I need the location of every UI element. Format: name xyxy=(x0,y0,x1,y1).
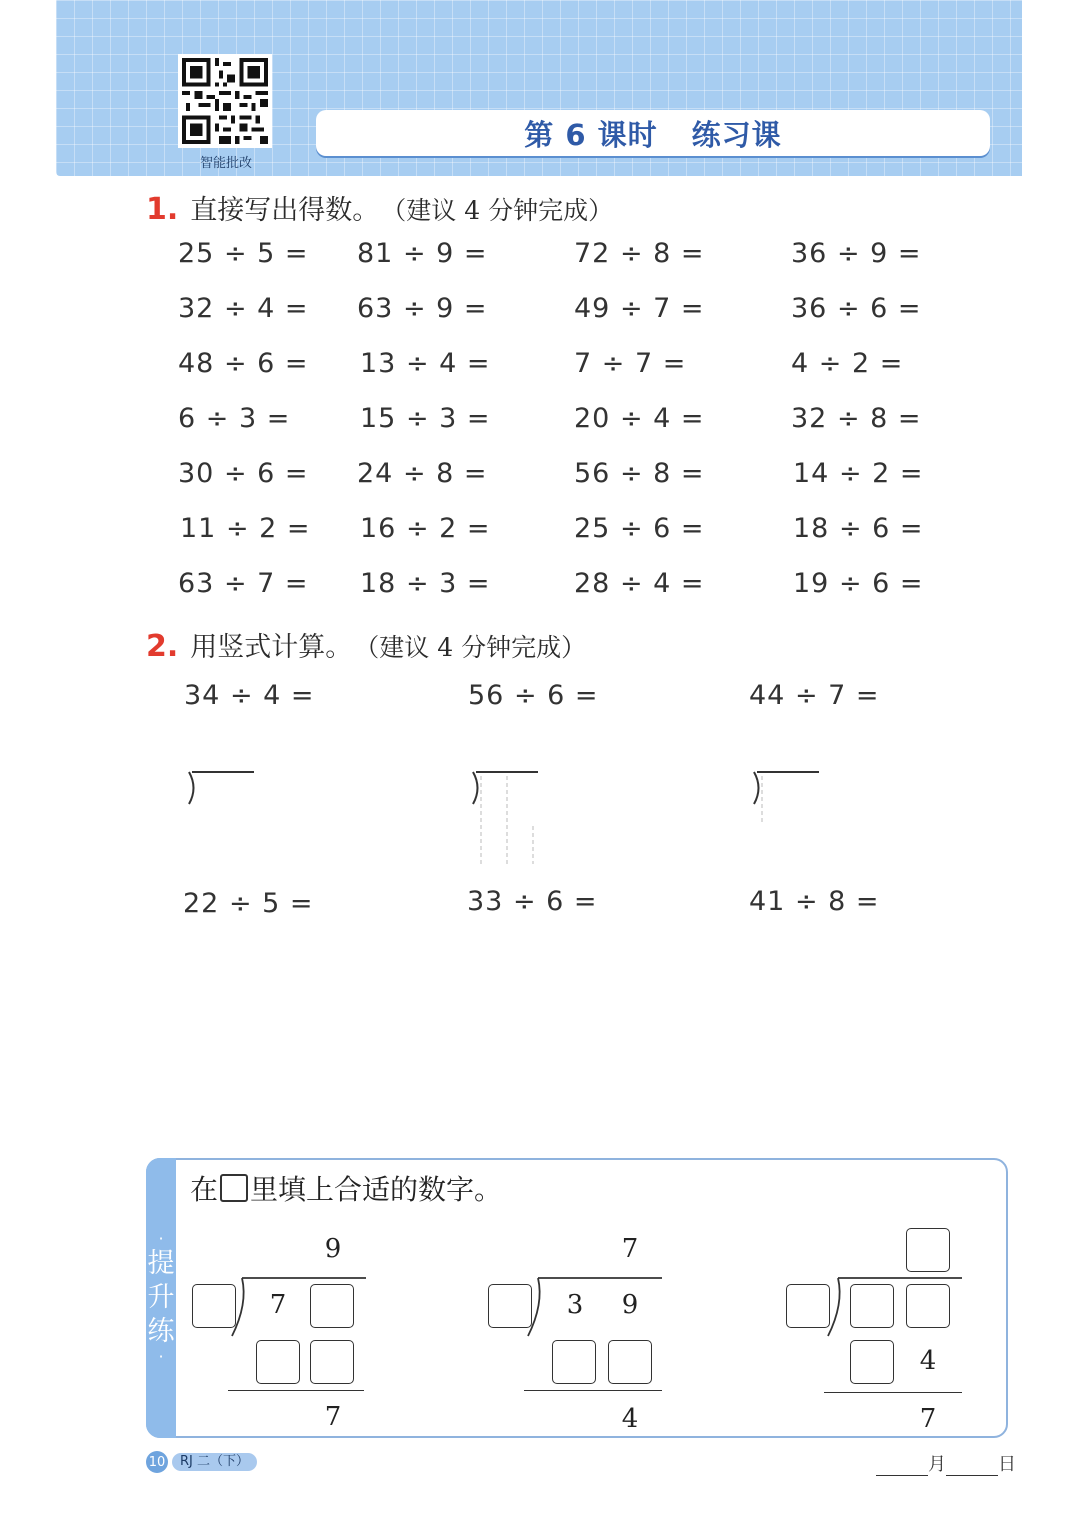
quotient-digit: 9 xyxy=(324,1234,342,1264)
answer-box-product[interactable] xyxy=(552,1340,596,1384)
product-digit: 4 xyxy=(919,1346,937,1376)
oral-problem: 28 ÷ 4 = xyxy=(574,568,705,599)
lesson-title-bar xyxy=(316,110,990,156)
oral-problem: 25 ÷ 6 = xyxy=(574,513,705,544)
tab-char: 练 xyxy=(147,1316,175,1347)
vertical-calc-problem: 34 ÷ 4 = xyxy=(184,680,315,711)
section1-title: 直接写出得数。 xyxy=(190,195,380,226)
section2-title: 用竖式计算。 xyxy=(190,632,353,663)
answer-box-product[interactable] xyxy=(608,1340,652,1384)
dividend-digit: 3 xyxy=(566,1290,584,1320)
lesson-type: 练习课 xyxy=(691,117,782,152)
dividend-digit: 7 xyxy=(269,1290,287,1320)
oral-calc-grid xyxy=(178,238,938,623)
answer-box-divisor[interactable] xyxy=(192,1284,236,1328)
extension-title-after: 里填上合适的数字。 xyxy=(250,1173,503,1206)
dividend-digit: 9 xyxy=(621,1290,639,1320)
oral-problem: 32 ÷ 4 = xyxy=(178,293,309,324)
oral-problem: 19 ÷ 6 = xyxy=(793,568,924,599)
answer-box-divisor[interactable] xyxy=(488,1284,532,1328)
subtraction-line xyxy=(228,1390,364,1391)
oral-problem: 72 ÷ 8 = xyxy=(574,238,705,269)
oral-row xyxy=(178,513,938,568)
remainder-digit: 7 xyxy=(324,1402,342,1432)
qr-code-icon[interactable] xyxy=(178,54,272,148)
page-number: 10 xyxy=(146,1451,168,1473)
oral-row xyxy=(178,293,938,348)
tab-char: 提 xyxy=(147,1248,175,1279)
subtraction-line xyxy=(524,1390,662,1391)
section1-heading xyxy=(146,188,613,227)
section1-hint: （建议 4 分钟完成） xyxy=(381,196,614,225)
oral-problem: 16 ÷ 2 = xyxy=(360,513,491,544)
tab-dot: · xyxy=(158,1229,164,1248)
vertical-calc-problem: 44 ÷ 7 = xyxy=(749,680,880,711)
oral-problem: 56 ÷ 8 = xyxy=(574,458,705,489)
month-blank[interactable] xyxy=(876,1456,928,1476)
oral-problem: 63 ÷ 9 = xyxy=(357,293,488,324)
vertical-calc-problem: 33 ÷ 6 = xyxy=(467,886,598,917)
oral-problem: 4 ÷ 2 = xyxy=(791,348,904,379)
extension-title-before: 在 xyxy=(190,1173,219,1206)
extension-tab xyxy=(146,1158,176,1438)
answer-box-dividend[interactable] xyxy=(310,1284,354,1328)
answer-box-divisor[interactable] xyxy=(786,1284,830,1328)
answer-box-product[interactable] xyxy=(256,1340,300,1384)
division-puzzle-2 xyxy=(486,1226,676,1436)
section1-number: 1. xyxy=(146,192,179,227)
oral-problem: 25 ÷ 5 = xyxy=(178,238,309,269)
division-puzzle-1 xyxy=(190,1226,380,1436)
answer-box-product[interactable] xyxy=(850,1340,894,1384)
division-bracket-icon xyxy=(749,766,829,826)
lesson-number: 第 6 课时 xyxy=(524,117,658,152)
division-puzzle-3 xyxy=(786,1226,976,1436)
oral-problem: 7 ÷ 7 = xyxy=(574,348,687,379)
remainder-digit: 4 xyxy=(621,1404,639,1434)
section2-number: 2. xyxy=(146,629,179,664)
oral-problem: 48 ÷ 6 = xyxy=(178,348,309,379)
subtraction-line xyxy=(824,1392,962,1393)
answer-box-product[interactable] xyxy=(310,1340,354,1384)
oral-problem: 24 ÷ 8 = xyxy=(357,458,488,489)
tab-dot: · xyxy=(158,1347,164,1366)
oral-problem: 13 ÷ 4 = xyxy=(360,348,491,379)
tab-char: 升 xyxy=(147,1282,175,1313)
blank-box-icon xyxy=(220,1174,248,1202)
answer-box-dividend[interactable] xyxy=(850,1284,894,1328)
oral-problem: 18 ÷ 6 = xyxy=(793,513,924,544)
oral-row xyxy=(178,568,938,623)
oral-problem: 15 ÷ 3 = xyxy=(360,403,491,434)
answer-box-quotient[interactable] xyxy=(906,1228,950,1272)
oral-row xyxy=(178,238,938,293)
oral-row xyxy=(178,348,938,403)
oral-row xyxy=(178,403,938,458)
oral-problem: 81 ÷ 9 = xyxy=(357,238,488,269)
oral-problem: 18 ÷ 3 = xyxy=(360,568,491,599)
vertical-calc-problem: 41 ÷ 8 = xyxy=(749,886,880,917)
edition-label: RJ 二（下） xyxy=(172,1453,257,1471)
oral-problem: 14 ÷ 2 = xyxy=(793,458,924,489)
division-bracket-icon xyxy=(184,766,264,810)
day-blank[interactable] xyxy=(946,1456,998,1476)
answer-box-dividend[interactable] xyxy=(906,1284,950,1328)
remainder-digit: 7 xyxy=(919,1404,937,1434)
oral-problem: 49 ÷ 7 = xyxy=(574,293,705,324)
oral-problem: 20 ÷ 4 = xyxy=(574,403,705,434)
vertical-calc-problem: 22 ÷ 5 = xyxy=(183,888,314,919)
month-label: 月 xyxy=(928,1454,946,1475)
oral-row xyxy=(178,458,938,513)
date-fields xyxy=(876,1450,1016,1476)
oral-problem: 36 ÷ 9 = xyxy=(791,238,922,269)
section2-hint: （建议 4 分钟完成） xyxy=(354,633,587,662)
oral-problem: 32 ÷ 8 = xyxy=(791,403,922,434)
vertical-calc-problem: 56 ÷ 6 = xyxy=(468,680,599,711)
quotient-digit: 7 xyxy=(621,1234,639,1264)
oral-problem: 11 ÷ 2 = xyxy=(180,513,311,544)
day-label: 日 xyxy=(998,1454,1016,1475)
qr-label: 智能批改 xyxy=(199,156,252,171)
oral-problem: 36 ÷ 6 = xyxy=(791,293,922,324)
section2-heading xyxy=(146,625,586,664)
oral-problem: 63 ÷ 7 = xyxy=(178,568,309,599)
oral-problem: 6 ÷ 3 = xyxy=(178,403,291,434)
extension-title xyxy=(190,1168,502,1208)
oral-problem: 30 ÷ 6 = xyxy=(178,458,309,489)
division-bracket-icon xyxy=(468,766,548,866)
